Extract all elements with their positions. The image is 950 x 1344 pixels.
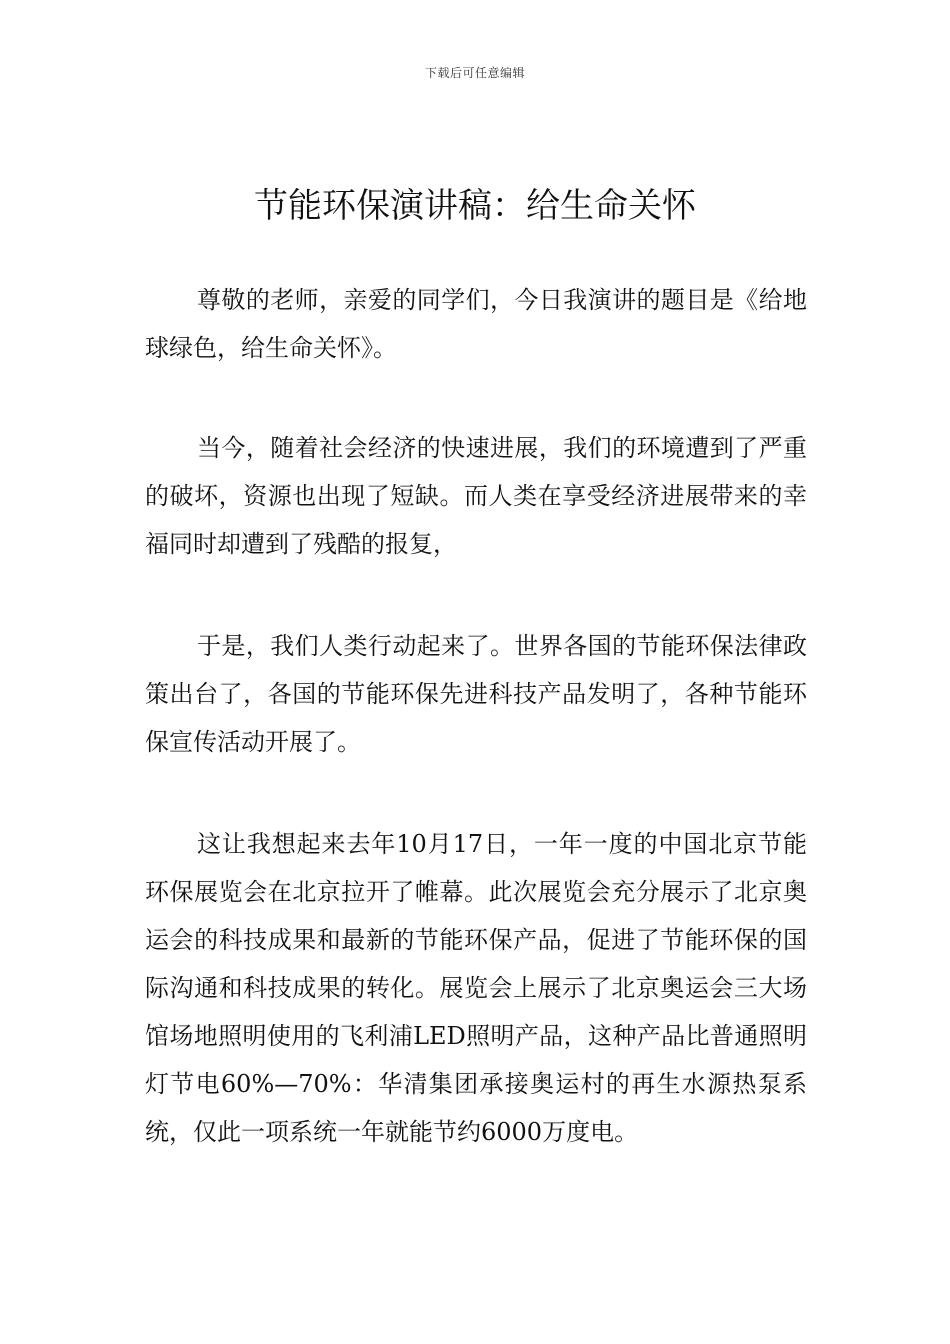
paragraph-exhibition: 这让我想起来去年10月17日，一年一度的中国北京节能环保展览会在北京拉开了帷幕。此次展览会充分展示了北京奥运会的科技成果和最新的节能环保产品，促进了节能环保的国际沟通和科技成果的转化。展览会上展示了北京奥运会三大场馆场地照明使用的飞利浦LED照明产品，这种产品比普通照明灯节电60%—70%：华清集团承接奥运村的再生水源热泵系统，仅此一项系统一年就能节约6000万度电。	[145, 830, 807, 1146]
document-title: 节能环保演讲稿：给生命关怀	[254, 186, 696, 226]
header-note: 下载后可任意编辑	[424, 66, 525, 80]
paragraph-greeting: 尊敬的老师，亲爱的同学们，今日我演讲的题目是《给地球绿色，给生命关怀》。	[145, 286, 807, 362]
paragraph-environment: 当今，随着社会经济的快速进展，我们的环境遭到了严重的破坏，资源也出现了短缺。而人类在享受经济进展带来的幸福同时却遭到了残酷的报复，	[145, 434, 807, 558]
paragraph-action: 于是，我们人类行动起来了。世界各国的节能环保法律政策出台了，各国的节能环保先进科技产品发明了，各种节能环保宣传活动开展了。	[145, 632, 807, 756]
